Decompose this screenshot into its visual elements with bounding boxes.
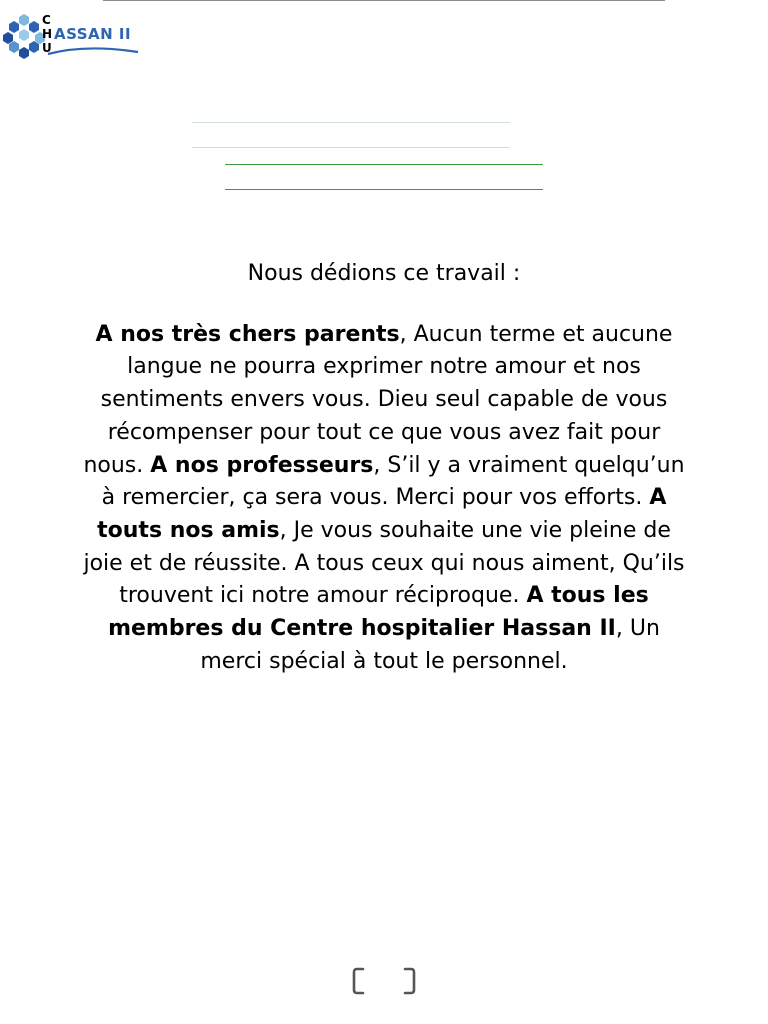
logo-letter: C [42,13,51,27]
dedication-text-hospital: , Un merci spécial à tout le personnel. [200,616,660,674]
dedication-text-professors: , S’il y a vraiment quelqu’un à remercier, ça sera vous. Merci pour vos efforts. [101,452,685,511]
dedication-body [80,319,688,679]
logo-hospital-name: ASSAN II [54,25,132,43]
dedication-heading-professors: A nos professeurs [150,452,374,478]
dedication-intro: Nous dédions ce travail : [247,261,521,286]
bracket-page-number-icon [352,966,416,996]
chu-hassan-ii-logo [2,12,142,60]
logo-letter: H [42,27,53,41]
dedication-heading-hospital: A tous les membres du Centre hospitalier Hassan II [108,583,649,642]
decorative-line [225,164,543,165]
logo-letter: U [42,41,52,55]
top-rule [103,0,665,1]
dedication-heading-parents: A nos très chers parents [95,321,400,347]
dedication-heading-friends: A touts nos amis [97,485,667,543]
decorative-line [192,122,510,123]
dedication-text-friends: , Je vous souhaite une vie pleine de joie et de réussite. A tous ceux qui nous aiment, Qu’ils trouvent ici notre amour réciproque. [83,517,685,609]
hexagon-cluster-icon [2,12,46,60]
decorative-line [225,189,543,190]
decorative-line [192,147,510,148]
dedication-text-parents: , Aucun terme et aucune langue ne pourra exprimer notre amour et nos sentiments envers vous. Dieu seul capable de vous récompenser pour tout ce que vous avez fait pour nous. [83,321,673,478]
logo-swoosh-icon [46,46,140,56]
dedication-text [80,258,688,678]
